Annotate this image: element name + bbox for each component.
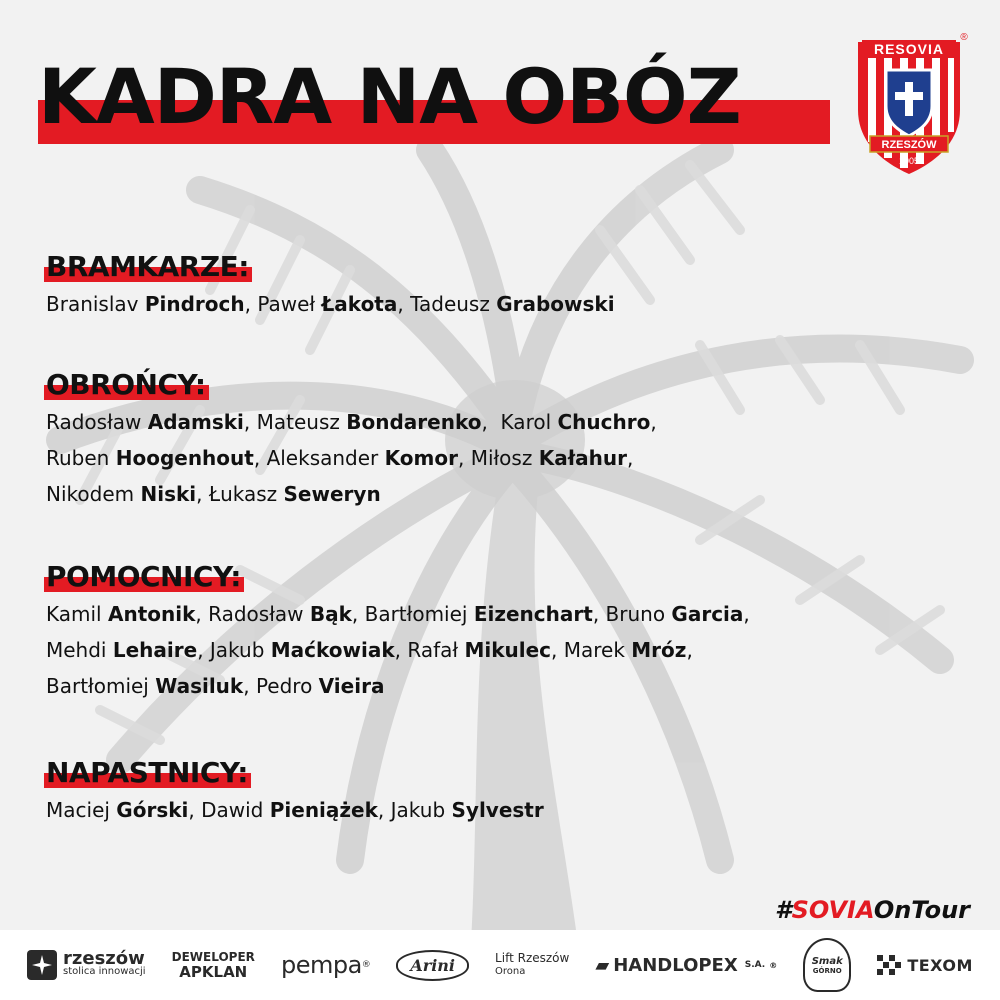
player-last-name: Komor	[384, 446, 458, 470]
player-first-name: Bartłomiej	[46, 674, 156, 698]
player-first-name: Karol	[500, 410, 558, 434]
sponsor-deweloper-line2: APKLAN	[179, 963, 248, 981]
player-first-name: Łukasz	[208, 482, 284, 506]
player-last-name: Bąk	[309, 602, 352, 626]
sponsor-lift	[495, 952, 569, 978]
player-last-name: Maćkowiak	[270, 638, 395, 662]
hashtag-prefix: #	[774, 896, 792, 924]
sponsor-arini-name: Arini	[410, 955, 455, 975]
player-last-name: Hoogenhout	[115, 446, 254, 470]
page-title: KADRA NA OBÓZ	[38, 52, 741, 141]
name-separator: ,	[551, 638, 564, 662]
name-separator: ,	[592, 602, 606, 626]
sponsor-rzeszow-name: rzeszów	[63, 948, 145, 969]
sponsor-handlopex-suffix: S.A.	[744, 960, 766, 970]
name-separator: ,	[197, 638, 210, 662]
name-separator: ,	[394, 638, 408, 662]
player-last-name: Lehaire	[112, 638, 198, 662]
player-line	[46, 668, 966, 704]
player-first-name: Pedro	[255, 674, 319, 698]
player-first-name: Miłosz	[470, 446, 539, 470]
name-separator: ,	[253, 446, 267, 470]
player-last-name: Bondarenko	[346, 410, 482, 434]
player-line	[46, 792, 966, 828]
rzeszow-star-icon	[27, 950, 57, 980]
player-last-name: Grabowski	[496, 292, 615, 316]
name-separator: ,	[351, 602, 365, 626]
player-first-name: Jakub	[390, 798, 452, 822]
texom-checker-icon	[877, 955, 901, 975]
player-first-name: Radosław	[46, 410, 148, 434]
player-lines	[46, 792, 966, 828]
player-line	[46, 632, 966, 668]
player-last-name: Kałahur	[538, 446, 627, 470]
handlopex-logo-icon: ▰	[595, 954, 610, 976]
player-first-name: Paweł	[257, 292, 322, 316]
svg-text:RESOVIA: RESOVIA	[873, 41, 945, 57]
sponsor-smak-line2: GÓRNO	[812, 966, 842, 975]
sponsor-arini	[396, 950, 469, 981]
player-first-name: Bruno	[605, 602, 672, 626]
svg-text:®: ®	[960, 32, 968, 43]
player-lines	[46, 286, 966, 322]
player-last-name: Wasiluk	[155, 674, 244, 698]
player-first-name: Radosław	[208, 602, 310, 626]
sponsor-pempa	[281, 951, 370, 979]
player-last-name: Pieniążek	[269, 798, 378, 822]
sponsor-handlopex	[595, 955, 777, 976]
section-heading: BRAMKARZE:	[46, 250, 249, 283]
sponsor-handlopex-mark: ®	[769, 960, 778, 970]
section-goalkeepers	[46, 250, 966, 322]
player-first-name: Rafał	[407, 638, 465, 662]
sponsor-rzeszow-tagline: stolica innowacji	[63, 966, 146, 977]
player-last-name: Garcia	[671, 602, 744, 626]
player-line	[46, 286, 966, 322]
name-separator: ,	[397, 292, 411, 316]
svg-text:RZESZÓW: RZESZÓW	[881, 139, 937, 151]
player-first-name: Ruben	[46, 446, 116, 470]
sponsor-smak-line1: Smak	[811, 955, 843, 967]
player-first-name: Tadeusz	[410, 292, 497, 316]
name-separator: ,	[377, 798, 391, 822]
name-separator: ,	[243, 674, 256, 698]
player-last-name: Pindroch	[144, 292, 245, 316]
section-forwards	[46, 756, 966, 828]
name-separator: ,	[650, 410, 657, 434]
sponsor-rzeszow	[27, 950, 146, 980]
player-first-name: Aleksander	[266, 446, 385, 470]
name-separator: ,	[481, 410, 501, 434]
player-first-name: Maciej	[46, 798, 117, 822]
player-line	[46, 404, 966, 440]
player-first-name: Jakub	[209, 638, 271, 662]
player-first-name: Bartłomiej	[364, 602, 474, 626]
player-last-name: Mikulec	[464, 638, 552, 662]
name-separator: ,	[243, 410, 257, 434]
player-last-name: Łakota	[321, 292, 398, 316]
section-defenders	[46, 368, 966, 512]
hashtag-suffix: OnTour	[873, 896, 970, 924]
sponsor-texom	[877, 955, 973, 975]
svg-text:1905: 1905	[898, 156, 920, 166]
sponsor-handlopex-name: HANDLOPEX	[613, 954, 738, 976]
player-last-name: Adamski	[147, 410, 244, 434]
section-heading: OBROŃCY:	[46, 368, 206, 401]
player-lines	[46, 404, 966, 512]
hashtag	[775, 896, 970, 924]
name-separator: ,	[457, 446, 471, 470]
sponsor-lift-line2: Orona	[495, 966, 526, 977]
player-last-name: Eizenchart	[473, 602, 593, 626]
name-separator: ,	[686, 638, 693, 662]
player-last-name: Sylvestr	[451, 798, 544, 822]
player-first-name: Dawid	[201, 798, 270, 822]
sponsor-texom-name: TEXOM	[907, 955, 973, 975]
player-first-name: Mehdi	[46, 638, 113, 662]
hashtag-highlight: SOVIA	[791, 896, 874, 924]
player-last-name: Chuchro	[557, 410, 651, 434]
player-first-name: Branislav	[46, 292, 145, 316]
section-heading: POMOCNICY:	[46, 560, 241, 593]
name-separator: ,	[743, 602, 750, 626]
player-line	[46, 596, 966, 632]
name-separator: ,	[195, 602, 209, 626]
sponsor-deweloper	[172, 950, 255, 980]
player-last-name: Vieira	[318, 674, 385, 698]
title-block	[38, 52, 741, 142]
name-separator: ,	[188, 798, 202, 822]
section-midfielders	[46, 560, 966, 704]
resovia-crest-logo	[848, 30, 970, 176]
sponsor-deweloper-line1: DEWELOPER	[171, 950, 255, 964]
player-last-name: Antonik	[107, 602, 196, 626]
player-first-name: Nikodem	[46, 482, 141, 506]
player-last-name: Niski	[140, 482, 197, 506]
player-line	[46, 440, 966, 476]
name-separator: ,	[626, 446, 634, 470]
player-last-name: Seweryn	[283, 482, 381, 506]
sponsor-bar	[0, 930, 1000, 1000]
sponsor-lift-line1: Lift Rzeszów	[495, 951, 570, 965]
sponsor-smak	[803, 938, 851, 992]
player-last-name: Mróz	[631, 638, 687, 662]
player-line	[46, 476, 966, 512]
player-first-name: Mateusz	[256, 410, 347, 434]
player-last-name: Górski	[116, 798, 189, 822]
sponsor-pempa-mark: ®	[361, 960, 371, 970]
sponsor-pempa-name: pempa	[280, 951, 362, 979]
name-separator: ,	[196, 482, 209, 506]
player-lines	[46, 596, 966, 704]
name-separator: ,	[244, 292, 258, 316]
section-heading: NAPASTNICY:	[46, 756, 248, 789]
player-first-name: Kamil	[46, 602, 108, 626]
player-first-name: Marek	[563, 638, 632, 662]
